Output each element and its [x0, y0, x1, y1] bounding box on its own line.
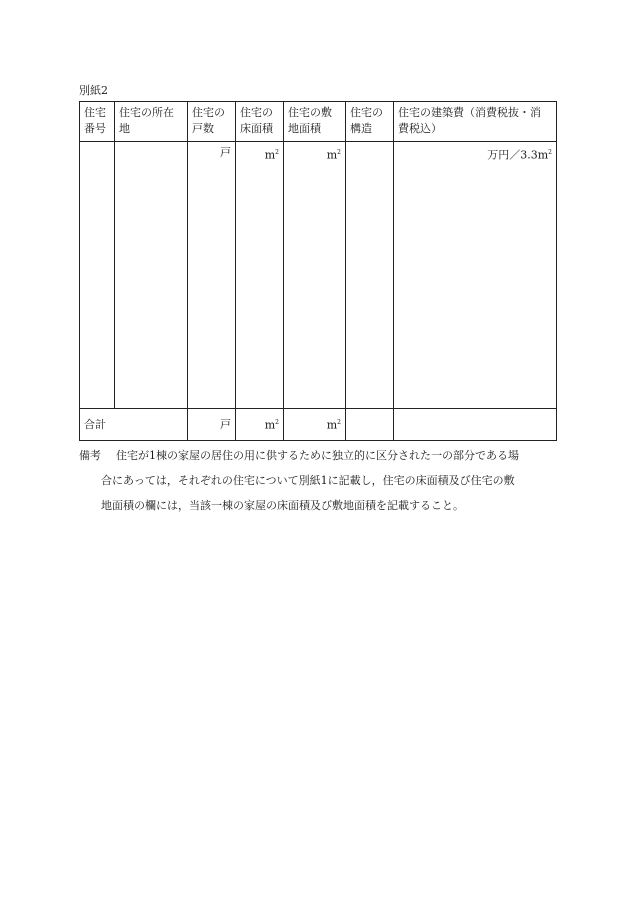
unit-cost-label: 万円／3.3m	[487, 148, 549, 162]
header-housing-number: 住宅 番号	[80, 102, 115, 142]
total-site-area[interactable]: $m^2$	[284, 409, 346, 441]
cell-structure[interactable]	[346, 142, 394, 409]
total-row	[80, 409, 557, 441]
entry-row	[80, 142, 557, 409]
header-structure: 住宅の 構造	[346, 102, 394, 142]
unit-area-label: m	[264, 148, 276, 162]
housing-table	[79, 101, 557, 441]
page-label: 別紙2	[79, 84, 108, 97]
unit-area-label: m	[326, 148, 338, 162]
cell-location[interactable]	[115, 142, 188, 409]
total-floor-area[interactable]: $m^2$	[236, 409, 284, 441]
remarks-line-2: 合にあっては，それぞれの住宅について別紙1に記載し，住宅の床面積及び住宅の敷	[101, 474, 515, 487]
header-units: 住宅の 戸数	[188, 102, 236, 142]
total-construction-cost[interactable]	[394, 409, 557, 441]
total-label: 合計	[80, 409, 188, 441]
remarks	[79, 443, 556, 518]
header-location: 住宅の所在 地	[115, 102, 188, 142]
cell-site-area[interactable]: $m^2$	[284, 142, 346, 409]
remarks-label: 備考	[79, 449, 101, 462]
cell-units[interactable]	[188, 142, 236, 409]
remarks-line-3: 地面積の欄には，当該一棟の家屋の床面積及び敷地面積を記載すること。	[101, 499, 464, 512]
total-units[interactable]: 戸	[188, 409, 236, 441]
cell-floor-area[interactable]: $m^2$	[236, 142, 284, 409]
remarks-line-1: 住宅が1棟の家屋の居住の用に供するために独立的に区分された一の部分である場	[116, 449, 519, 462]
total-structure[interactable]	[346, 409, 394, 441]
header-site-area: 住宅の敷 地面積	[284, 102, 346, 142]
header-row	[80, 102, 557, 142]
header-floor-area: 住宅の 床面積	[236, 102, 284, 142]
cell-housing-number[interactable]	[80, 142, 115, 409]
cell-construction-cost[interactable]: 万円$/3.3m^2$	[394, 142, 557, 409]
header-construction-cost: 住宅の建築費（消費税抜・消 費税込）	[394, 102, 557, 142]
unit-count-label: 戸	[220, 146, 231, 159]
